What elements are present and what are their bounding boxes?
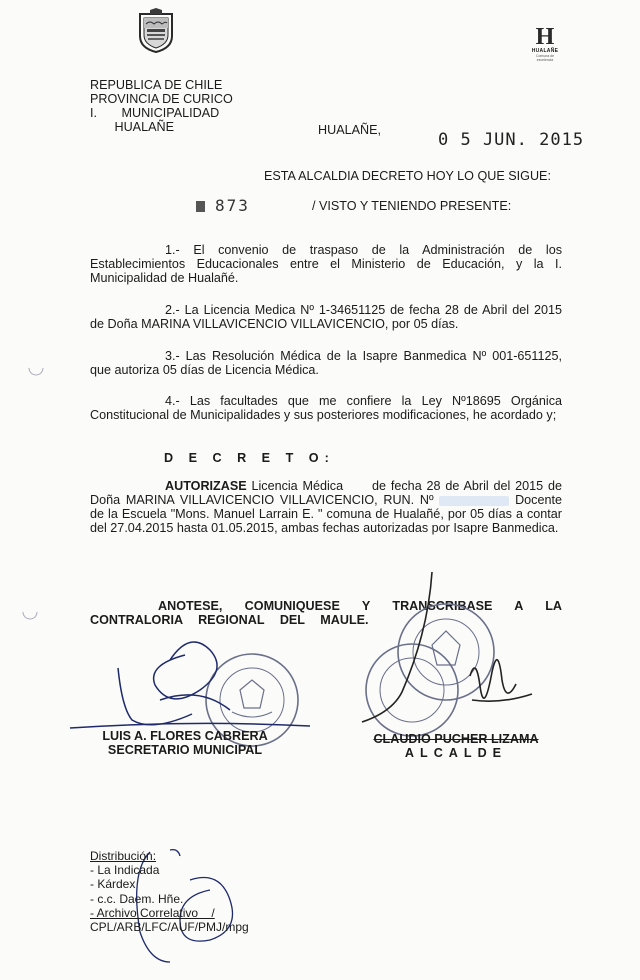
hualane-logo-mark: H [535, 24, 555, 50]
closing-text: ANOTESE, COMUNIQUESE Y TRANSCRIBASE A LA CONTRALORIA REGIONAL DEL MAULE. [90, 599, 562, 627]
mayor-signature [362, 572, 532, 722]
distribution-item: - La Indicada [90, 863, 160, 878]
resolution-paragraph [90, 479, 566, 535]
resolution-lead: AUTORIZASE [165, 479, 247, 493]
hualane-logo [528, 26, 562, 66]
mayor-title: ALCALDE [404, 746, 508, 760]
hualane-logo-tagline: Comuna de excelencia [535, 54, 555, 62]
secretary-signature-block [90, 729, 280, 757]
date-stamp: 0 5 JUN. 2015 [438, 130, 585, 150]
header-line-commune: HUALAÑE [90, 120, 174, 134]
consideration-1: 1.- El convenio de traspaso de la Administración de los Establecimientos Educacionales entre el Ministerio de Educación, y la I. Municipalidad de Hualañé. [90, 243, 562, 285]
secretary-signature [70, 642, 310, 728]
mayor-name: CLAUDIO PUCHER LIZAMA [373, 732, 539, 746]
resolution-text-2: Docente de la Escuela "Mons. Manuel Larrain E. " comuna de Hualañé, por 05 días a contar del 27.04.2015 hasta 01.05.2015, ambas fechas autorizadas por Isapre Banmedica. [90, 493, 562, 535]
distribution-initials: CPL/ARB/LFC/AUF/PMJ/mpg [90, 920, 249, 935]
header-line-province: PROVINCIA DE CURICO [90, 92, 233, 106]
redacted-run [439, 496, 509, 506]
visto-heading: / VISTO Y TENIENDO PRESENTE: [312, 199, 512, 213]
secretary-name: LUIS A. FLORES CABRERA [102, 729, 268, 743]
header-line-country: REPUBLICA DE CHILE [90, 78, 223, 92]
closing-statement [90, 599, 562, 627]
secretary-title: SECRETARIO MUNICIPAL [107, 743, 263, 757]
decree-number-mark-icon [196, 201, 205, 212]
decree-intro: ESTA ALCALDIA DECRETO HOY LO QUE SIGUE: [264, 169, 551, 183]
header-line-municipality: I. MUNICIPALIDAD [90, 106, 220, 120]
hualane-logo-name: HUALAÑE [531, 48, 559, 54]
issuer-header [90, 78, 290, 134]
decreto-title: D E C R E T O: [164, 451, 335, 465]
distribution-item: - Archivo Correlativo / [90, 905, 215, 920]
consideration-3: 3.- Las Resolución Médica de la Isapre Banmedica Nº 001-651125, que autoriza 05 días de Licencia Médica. [90, 349, 562, 377]
distribution-list [90, 849, 249, 934]
municipal-crest-icon [136, 8, 176, 54]
distribution-item: - c.c. Daem. Hñe. [90, 891, 184, 906]
consideration-2: 2.- La Licencia Medica Nº 1-34651125 de fecha 28 de Abril del 2015 de Doña MARINA VILLAVICENCIO VILLAVICENCIO, por 05 días. [90, 303, 562, 331]
decree-number [196, 196, 250, 215]
decree-number-value: 873 [215, 196, 250, 215]
mayor-signature-block [368, 732, 544, 760]
distribution-item: - Kárdex [90, 877, 136, 892]
consideration-4: 4.- Las facultades que me confiere la Ley Nº18695 Orgánica Constitucional de Municipalidades y sus posteriores modificaciones, he acordado y; [90, 394, 562, 422]
place-label: HUALAÑE, [318, 123, 381, 137]
resolution-text-1: Licencia Médica de fecha 28 de Abril del 2015 de Doña MARINA VILLAVICENCIO VILLAVICENCIO, RUN. Nº [90, 479, 566, 507]
distribution-title: Distribución: [90, 849, 157, 863]
